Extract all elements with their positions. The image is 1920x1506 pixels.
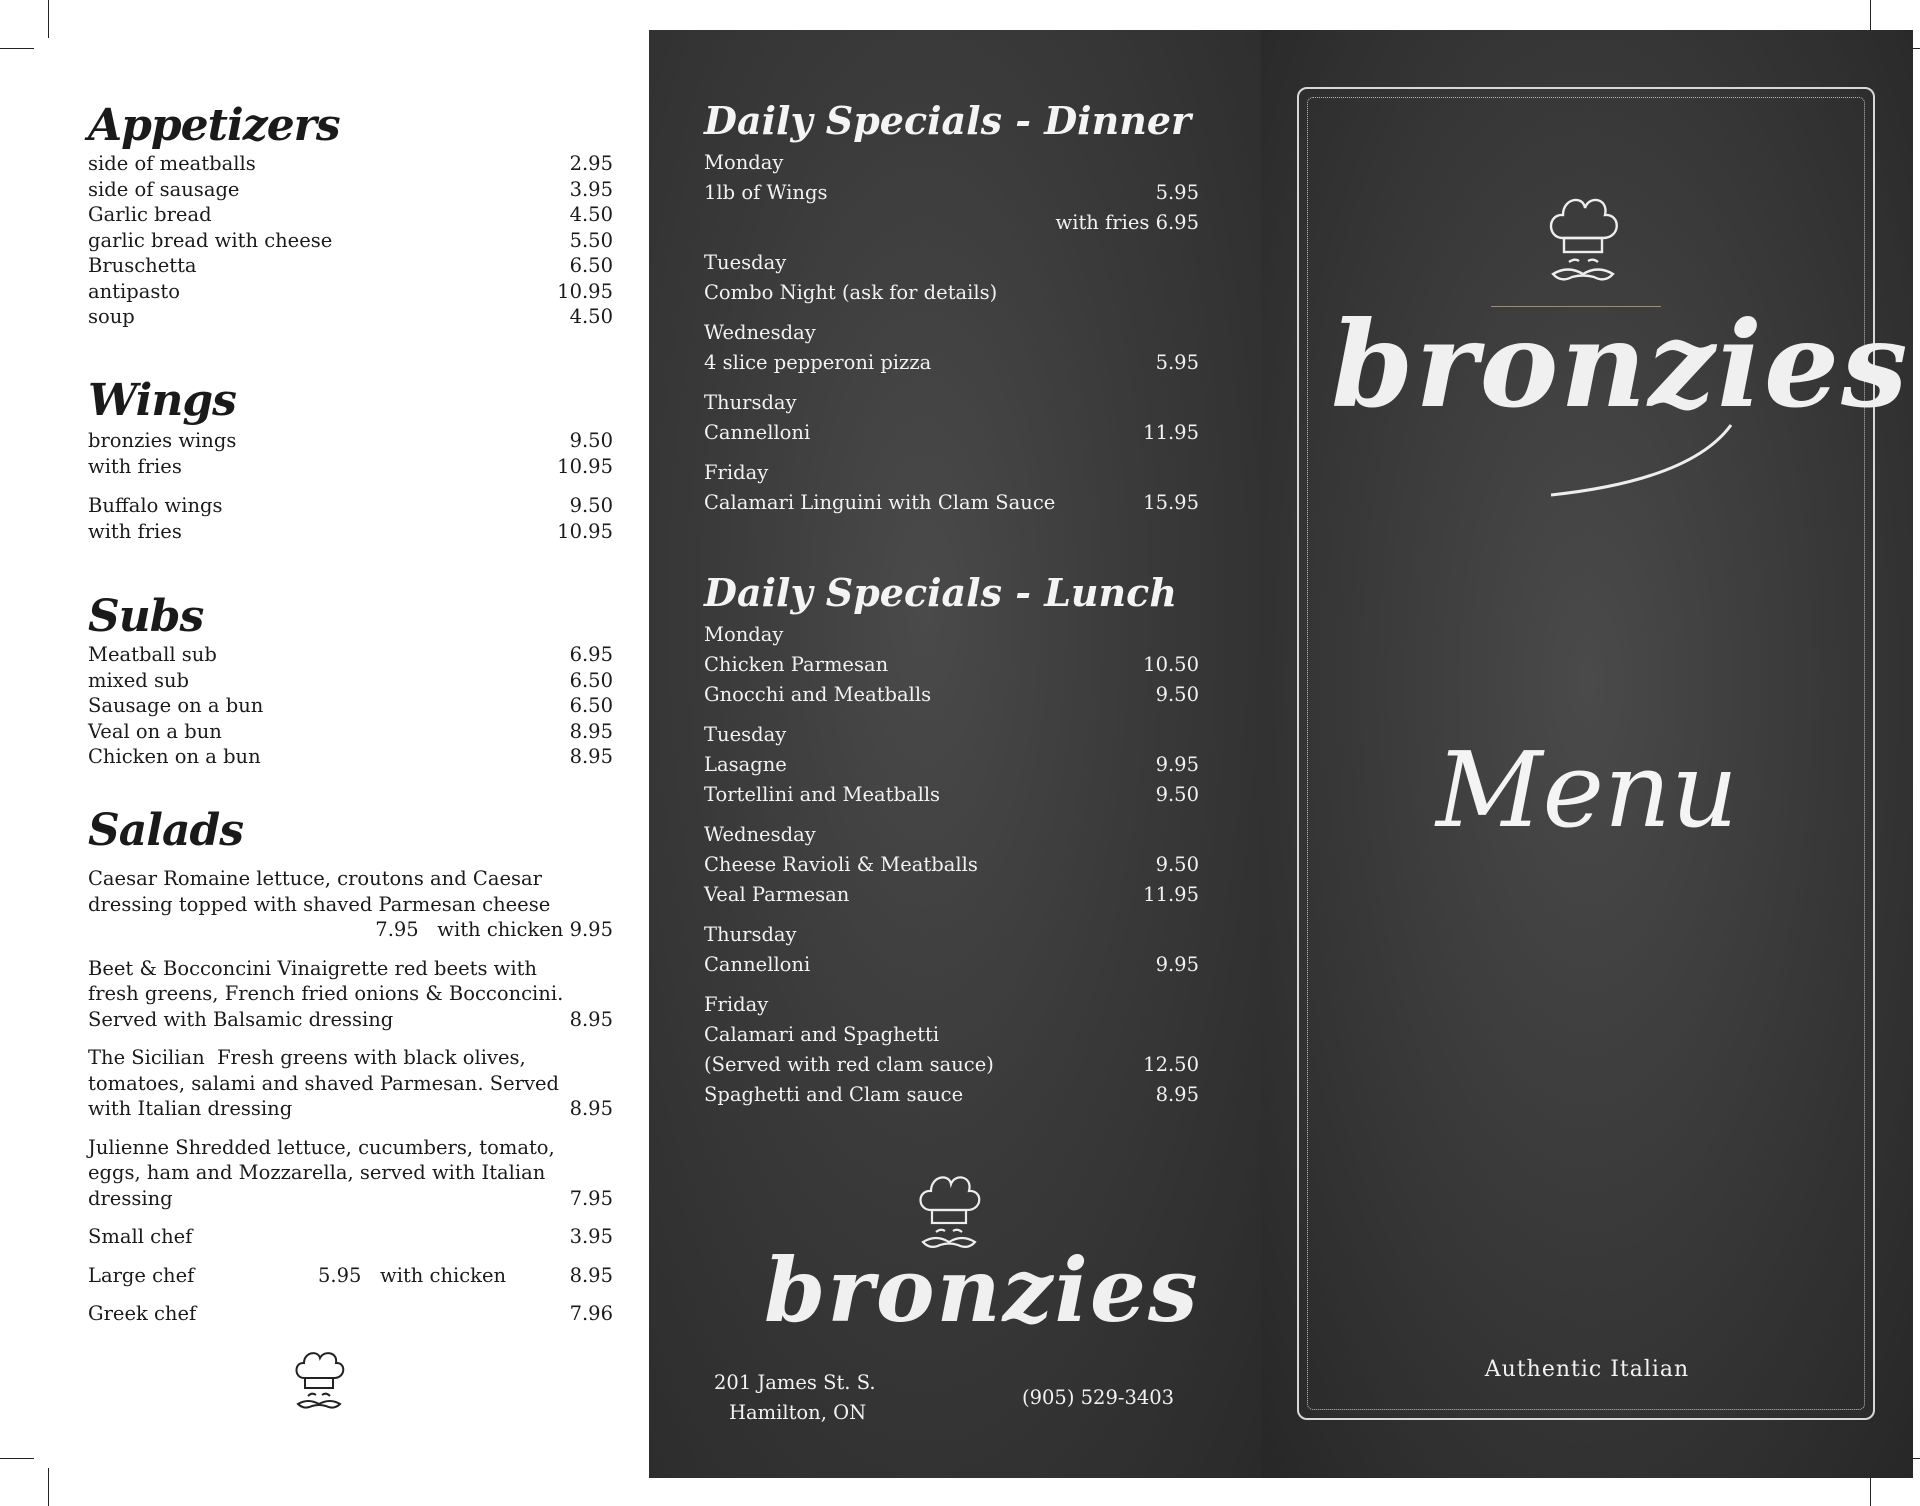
specials-panel xyxy=(649,30,1261,1478)
chef-hat-mustache-icon xyxy=(1541,192,1627,292)
lunch-specials xyxy=(704,568,1199,1110)
day-label: Monday xyxy=(704,151,784,174)
special-item: Chicken Parmesan 10.50 xyxy=(704,653,1199,676)
section-heading: Salads xyxy=(88,805,244,856)
chef-hat-mustache-icon xyxy=(288,1348,350,1418)
cover-logo: bronzies xyxy=(1331,295,1910,434)
crop-mark xyxy=(0,48,34,49)
section-heading: Daily Specials - Dinner xyxy=(704,98,1192,143)
menu-item: Bruschetta 6.50 xyxy=(88,254,613,277)
special-item: Cannelloni 11.95 xyxy=(704,421,1199,444)
footer-logo: bronzies xyxy=(764,1238,1200,1342)
special-item: Combo Night (ask for details) xyxy=(704,281,998,304)
special-extra: with fries 6.95 xyxy=(1055,211,1199,234)
salads-section xyxy=(88,802,628,1340)
appetizers-section xyxy=(88,97,613,330)
special-item: 1lb of Wings 5.95 xyxy=(704,181,1199,204)
subs-section xyxy=(88,588,613,770)
white-menu-panel xyxy=(88,85,628,1405)
wings-section xyxy=(88,372,613,544)
special-item: Veal Parmesan 11.95 xyxy=(704,883,1199,906)
menu-item: Sausage on a bun 6.50 xyxy=(88,694,613,717)
special-item: 4 slice pepperoni pizza 5.95 xyxy=(704,351,1199,374)
logo-swash xyxy=(1541,420,1741,500)
salad-small-chef: Small chef 3.95 xyxy=(88,1225,613,1248)
address-line: Hamilton, ON xyxy=(729,1401,867,1424)
special-item: Cannelloni 9.95 xyxy=(704,953,1199,976)
crop-mark xyxy=(0,1458,34,1459)
salad-large-chef: Large chef 5.95 with chicken 8.95 xyxy=(88,1263,613,1287)
crop-mark xyxy=(48,1468,49,1506)
menu-item: antipasto 10.95 xyxy=(88,279,613,303)
special-item: Gnocchi and Meatballs 9.50 xyxy=(704,683,1199,706)
day-label: Monday xyxy=(704,623,784,646)
menu-item: mixed sub 6.50 xyxy=(88,668,613,692)
special-item: Calamari Linguini with Clam Sauce 15.95 xyxy=(704,491,1199,514)
special-item: Spaghetti and Clam sauce 8.95 xyxy=(704,1083,1199,1106)
day-label: Tuesday xyxy=(704,251,787,274)
menu-item: Meatball sub 6.95 xyxy=(88,643,613,666)
menu-item: bronzies wings 9.50 xyxy=(88,429,613,452)
day-label: Thursday xyxy=(704,923,797,946)
day-label: Friday xyxy=(704,461,769,484)
salad-julienne: Julienne Shredded lettuce, cucumbers, tomato, eggs, ham and Mozzarella, served with Italian dressing 7.95 xyxy=(88,1135,613,1210)
address-line: 201 James St. S. xyxy=(714,1371,876,1394)
crop-mark xyxy=(48,0,49,38)
menu-item: side of sausage 3.95 xyxy=(88,177,613,201)
menu-title: Menu xyxy=(1436,729,1738,851)
day-label: Wednesday xyxy=(704,321,816,344)
salad-sicilian: The Sicilian Fresh greens with black olives, tomatoes, salami and shaved Parmesan. Served with Italian dressing 8.95 xyxy=(88,1046,613,1120)
salad-beet-bocconcini: Beet & Bocconcini Vinaigrette red beets with fresh greens, French fried onions & Bocconcini. Served with Balsamic dressing 8.95 xyxy=(88,956,613,1031)
menu-item: garlic bread with cheese 5.50 xyxy=(88,228,613,252)
special-item: Cheese Ravioli & Meatballs 9.50 xyxy=(704,853,1199,876)
menu-item: with fries 10.95 xyxy=(88,454,613,478)
section-heading: Appetizers xyxy=(88,100,340,151)
special-item: Lasagne 9.95 xyxy=(704,753,1199,776)
menu-item: side of meatballs 2.95 xyxy=(88,152,613,175)
special-item: Calamari and Spaghetti xyxy=(704,1023,940,1046)
dinner-specials xyxy=(704,96,1199,518)
section-heading: Daily Specials - Lunch xyxy=(704,570,1177,615)
day-label: Friday xyxy=(704,993,769,1016)
cover-panel xyxy=(1261,30,1913,1478)
special-item: Tortellini and Meatballs 9.50 xyxy=(704,783,1199,806)
menu-item: Garlic bread 4.50 xyxy=(88,203,613,226)
salad-caesar: Caesar Romaine lettuce, croutons and Caesar dressing topped with shaved Parmesan cheese 7.95 with chicken 9.95 xyxy=(88,867,613,941)
menu-item: Veal on a bun 8.95 xyxy=(88,719,613,743)
day-label: Wednesday xyxy=(704,823,816,846)
phone-number: (905) 529-3403 xyxy=(1022,1386,1175,1409)
salad-greek-chef: Greek chef 7.96 xyxy=(88,1302,613,1325)
day-label: Tuesday xyxy=(704,723,787,746)
day-label: Thursday xyxy=(704,391,797,414)
menu-item: with fries 10.95 xyxy=(88,519,613,543)
special-item: (Served with red clam sauce) 12.50 xyxy=(704,1053,1199,1076)
section-heading: Wings xyxy=(88,375,236,426)
section-heading: Subs xyxy=(88,591,204,642)
tagline: Authentic Italian xyxy=(1484,1357,1690,1382)
menu-item: Chicken on a bun 8.95 xyxy=(88,745,613,768)
menu-item: Buffalo wings 9.50 xyxy=(88,494,613,517)
menu-item: soup 4.50 xyxy=(88,305,613,328)
